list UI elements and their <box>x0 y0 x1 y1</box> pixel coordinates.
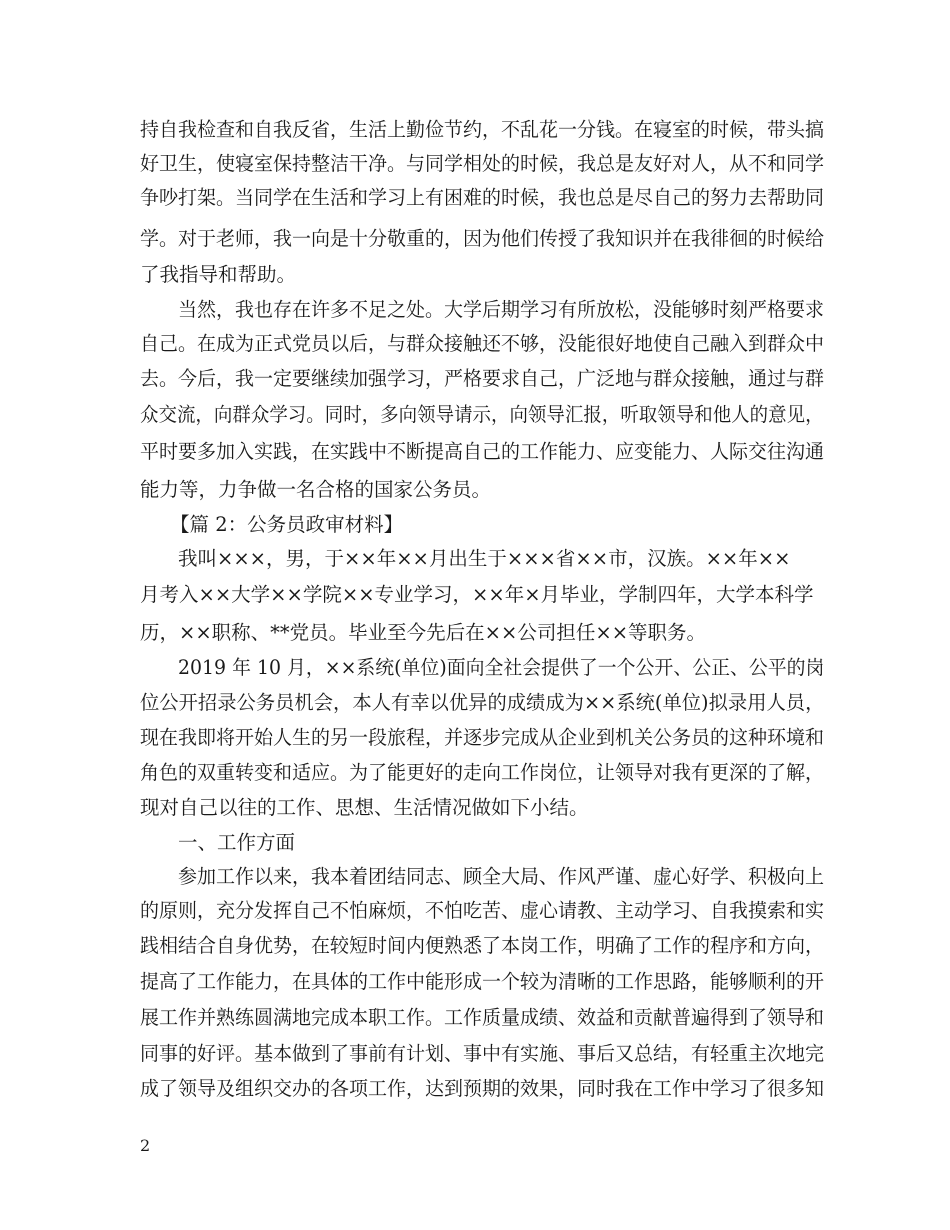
text-line: 历，××职称、**党员。毕业至今先后在××公司担任××等职务。 <box>140 621 707 644</box>
text-line: 争吵打架。当同学在生活和学习上有困难的时候，我也总是尽自己的努力去帮助同 <box>140 186 825 209</box>
text-line: 践相结合自身优势，在较短时间内便熟悉了本岗工作，明确了工作的程序和方向， <box>140 934 825 957</box>
text-line: 角色的双重转变和适应。为了能更好的走向工作岗位，让领导对我有更深的了解， <box>140 761 825 784</box>
text-line: 平时要多加入实践，在实践中不断提高自己的工作能力、应变能力、人际交往沟通 <box>140 440 825 463</box>
text-line: 学。对于老师，我一向是十分敬重的，因为他们传授了我知识并在我徘徊的时候给 <box>140 227 825 250</box>
text-line: 提高了工作能力，在具体的工作中能形成一个较为清晰的工作思路，能够顺利的开 <box>140 970 825 993</box>
text-line: 同事的好评。基本做到了事前有计划、事中有实施、事后又总结，有轻重主次地完 <box>140 1042 825 1065</box>
text-line: 了我指导和帮助。 <box>140 263 297 286</box>
text-line: 自己。在成为正式党员以后，与群众接触还不够，没能很好地使自己融入到群众中 <box>140 332 825 355</box>
text-line: 位公开招录公务员机会，本人有幸以优异的成绩成为××系统(单位)拟录用人员， <box>140 691 825 714</box>
text-line: 月考入××大学××学院××专业学习，××年×月毕业，学制四年，大学本科学 <box>140 583 814 606</box>
text-line: 好卫生，使寝室保持整洁干净。与同学相处的时候，我总是友好对人，从不和同学 <box>140 152 825 175</box>
paragraph-first-line: 我叫×××，男，于××年××月出生于×××省××市，汉族。××年×× <box>178 547 791 570</box>
text-line: 现对自己以往的工作、思想、生活情况做如下小结。 <box>140 796 589 819</box>
section-heading: 【篇 2：公务员政审材料】 <box>170 513 404 536</box>
paragraph-first-line: 当然，我也存在许多不足之处。大学后期学习有所放松，没能够时刻严格要求 <box>178 298 825 321</box>
text-line: 能力等，力争做一名合格的国家公务员。 <box>140 478 492 501</box>
text-line: 持自我检查和自我反省，生活上勤俭节约，不乱花一分钱。在寝室的时候，带头搞 <box>140 118 825 141</box>
text-line: 众交流，向群众学习。同时，多向领导请示，向领导汇报，听取领导和他人的意见， <box>140 403 824 426</box>
page-number: 2 <box>140 1136 151 1155</box>
text-line: 展工作并熟练圆满地完成本职工作。工作质量成绩、效益和贡献普遍得到了领导和 <box>140 1006 825 1029</box>
text-line: 去。今后，我一定要继续加强学习，严格要求自己，广泛地与群众接触，通过与群 <box>140 367 825 390</box>
paragraph-first-line: 参加工作以来，我本着团结同志、顾全大局、作风严谨、虚心好学、积极向上 <box>178 865 825 888</box>
text-line: 现在我即将开始人生的另一段旅程，并逐步完成从企业到机关公务员的这种环境和 <box>140 726 825 749</box>
subsection-heading: 一、工作方面 <box>178 831 296 854</box>
text-line: 的原则，充分发挥自己不怕麻烦，不怕吃苦、虚心请教、主动学习、自我摸索和实 <box>140 899 825 922</box>
text-line: 成了领导及组织交办的各项工作，达到预期的效果，同时我在工作中学习了很多知 <box>140 1077 825 1100</box>
paragraph-first-line: 2019 年 10 月，××系统(单位)面向全社会提供了一个公开、公正、公平的岗 <box>178 656 825 679</box>
